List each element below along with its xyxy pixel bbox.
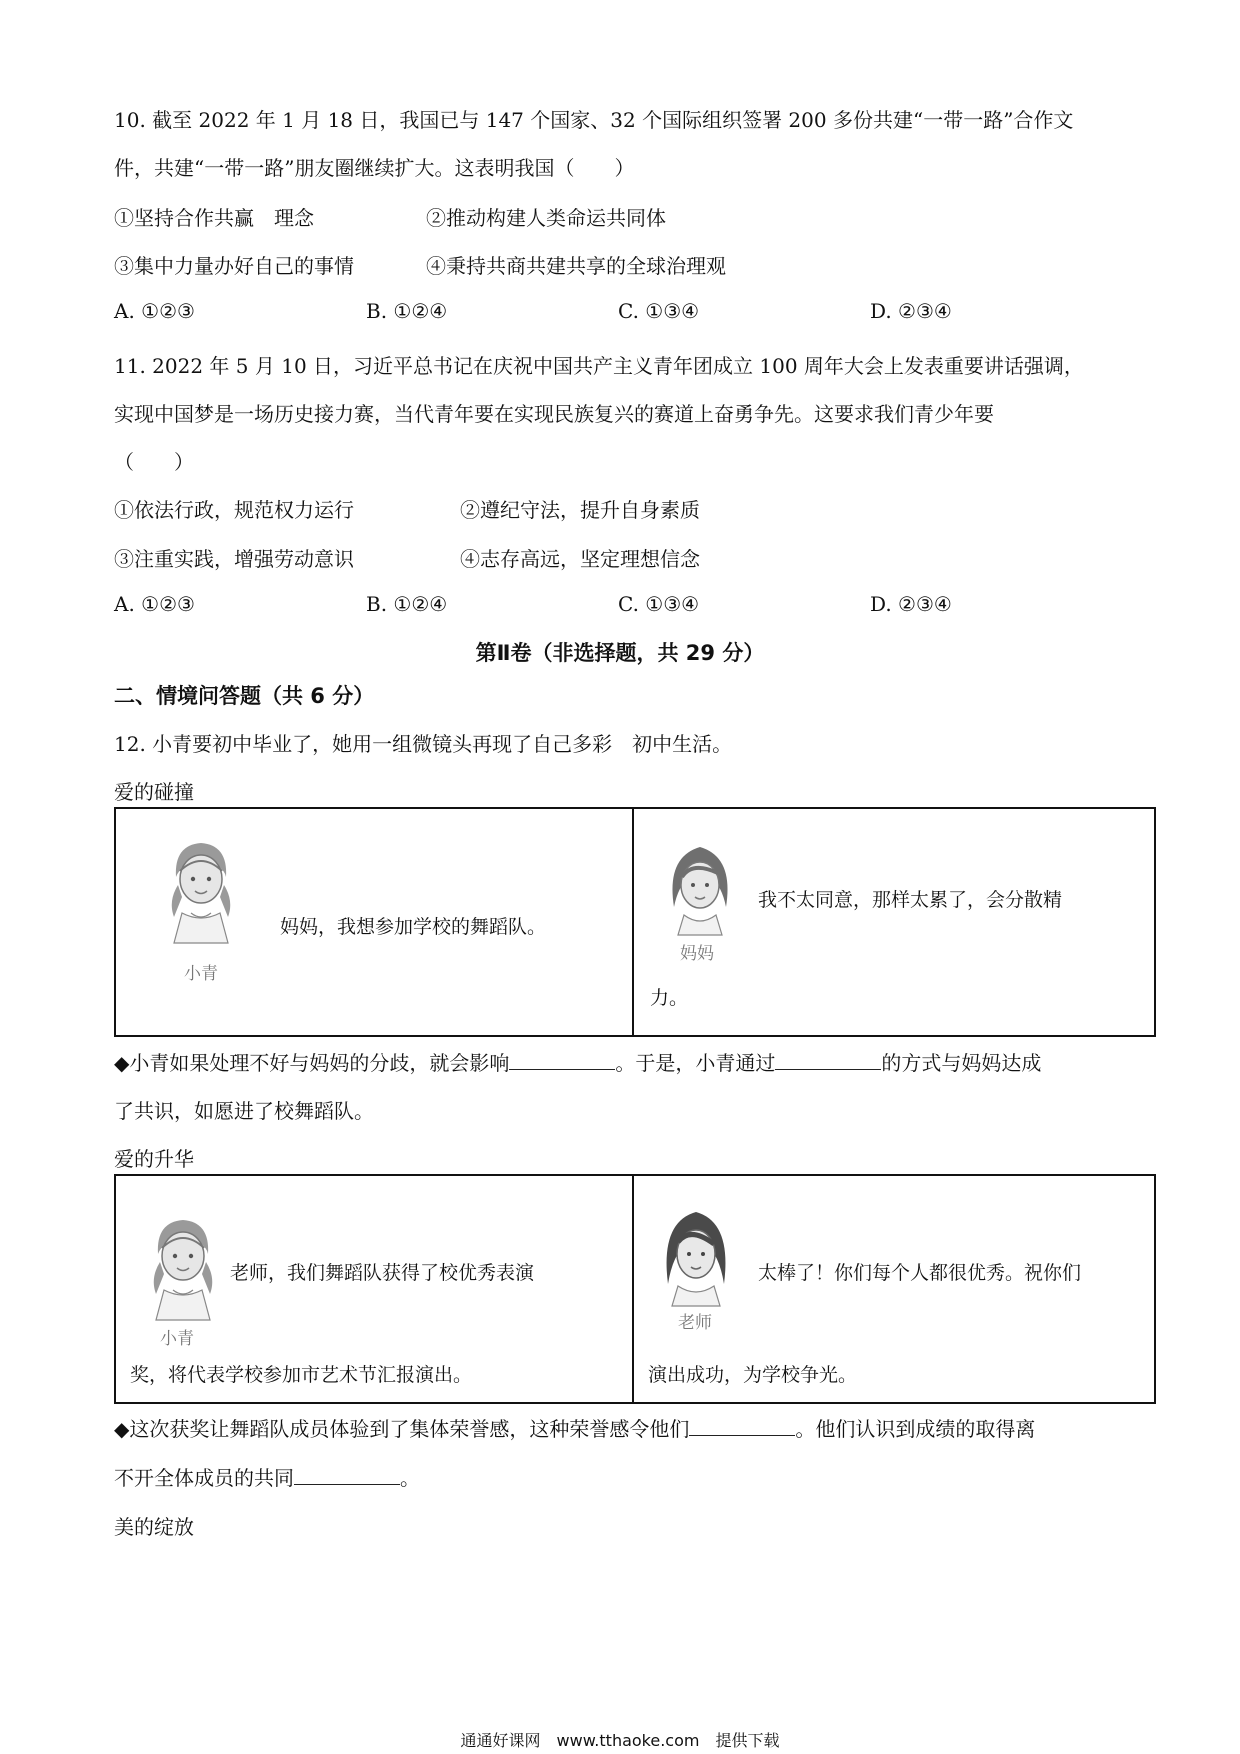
scene2-left-cell xyxy=(116,1176,634,1402)
q10-option-2: ②推动构建人类命运共同体 xyxy=(426,206,666,230)
q10-choices xyxy=(114,299,1154,329)
q11-choice-d[interactable]: D. ②③④ xyxy=(870,592,952,616)
q10-choice-b[interactable]: B. ①②④ xyxy=(366,299,448,323)
q11-choice-b[interactable]: B. ①②④ xyxy=(366,592,448,616)
q11-choice-a[interactable]: A. ①②③ xyxy=(114,592,195,616)
scene1-left-speaker: 小青 xyxy=(184,964,218,984)
scene2-blank-1[interactable] xyxy=(689,1417,795,1436)
q12-stem: 12. 小青要初中毕业了，她用一组微镜头再现了自己多彩 初中生活。 xyxy=(114,732,733,756)
scene2-question-line2-part2: 。 xyxy=(400,1466,420,1490)
q10-choice-c[interactable]: C. ①③④ xyxy=(618,299,700,323)
q10-option-3: ③集中力量办好自己的事情 xyxy=(114,254,354,278)
scene1-title: 爱的碰撞 xyxy=(114,780,194,804)
q10-stem-line2: 件，共建“一带一路”朋友圈继续扩大。这表明我国（ ） xyxy=(114,156,635,180)
scene1-question-line2: 了共识，如愿进了校舞蹈队。 xyxy=(114,1099,374,1123)
scene1-question-line1 xyxy=(114,1047,1041,1076)
q11-option-4: ④志存高远，坚定理想信念 xyxy=(460,547,700,571)
scene2-right-text-line2: 演出成功，为学校争光。 xyxy=(648,1364,858,1386)
q11-options-row2 xyxy=(114,543,1154,573)
scene2-question-part1: ◆这次获奖让舞蹈队成员体验到了集体荣誉感，这种荣誉感令他们 xyxy=(114,1417,690,1441)
scene1-right-speaker: 妈妈 xyxy=(680,944,714,964)
scene2-question-line2 xyxy=(114,1462,420,1491)
girl-avatar-icon xyxy=(140,1212,226,1322)
q11-choice-c[interactable]: C. ①③④ xyxy=(618,592,700,616)
scene1-right-text-line2: 力。 xyxy=(650,987,689,1009)
scene1-question-part2: 。于是，小青通过 xyxy=(615,1051,776,1075)
q11-option-1: ①依法行政，规范权力运行 xyxy=(114,498,354,522)
scene2-left-text-line1: 老师，我们舞蹈队获得了校优秀表演 xyxy=(230,1262,535,1284)
scene2-title: 爱的升华 xyxy=(114,1147,194,1171)
scene1-blank-1[interactable] xyxy=(509,1051,615,1070)
q11-choices xyxy=(114,592,1154,622)
q10-stem-line1: 10. 截至 2022 年 1 月 18 日，我国已与 147 个国家、32 个国际组织签署 200 多份共建“一带一路”合作文 xyxy=(114,108,1074,132)
scene1-right-cell xyxy=(634,809,1154,1035)
q11-option-3: ③注重实践，增强劳动意识 xyxy=(114,547,354,571)
q10-option-4: ④秉持共商共建共享的全球治理观 xyxy=(426,254,726,278)
woman-avatar-icon xyxy=(660,837,740,937)
scene1-blank-2[interactable] xyxy=(775,1051,881,1070)
scene1-question-part3: 的方式与妈妈达成 xyxy=(881,1051,1042,1075)
q10-choice-d[interactable]: D. ②③④ xyxy=(870,299,952,323)
q11-stem-line1: 11. 2022 年 5 月 10 日，习近平总书记在庆祝中国共产主义青年团成立 100 周年大会上发表重要讲话强调， xyxy=(114,354,1084,378)
girl-avatar-icon xyxy=(158,835,244,945)
scene1-dialogue-box xyxy=(114,807,1156,1037)
scene2-question-line2-part1: 不开全体成员的共同 xyxy=(114,1466,294,1490)
scene2-left-text-line2: 奖，将代表学校参加市艺术节汇报演出。 xyxy=(130,1364,473,1386)
scene2-right-text-line1: 太棒了！你们每个人都很优秀。祝你们 xyxy=(758,1262,1082,1284)
q11-option-2: ②遵纪守法，提升自身素质 xyxy=(460,498,700,522)
scene2-blank-2[interactable] xyxy=(294,1466,400,1485)
scene2-question-part2: 。他们认识到成绩的取得离 xyxy=(795,1417,1036,1441)
q11-stem-line2: 实现中国梦是一场历史接力赛，当代青年要在实现民族复兴的赛道上奋勇争先。这要求我们青少年要 xyxy=(114,402,994,426)
scene3-title: 美的绽放 xyxy=(114,1515,194,1539)
q10-options-row2 xyxy=(114,250,1154,280)
scene2-right-speaker: 老师 xyxy=(678,1313,712,1333)
section2-title: 二、情境问答题（共 6 分） xyxy=(114,684,375,708)
part2-title: 第Ⅱ卷（非选择题，共 29 分） xyxy=(475,641,765,665)
scene1-right-text-line1: 我不太同意，那样太累了，会分散精 xyxy=(758,889,1063,911)
scene1-left-cell xyxy=(116,809,634,1035)
q11-options-row1 xyxy=(114,494,1154,524)
q10-option-1: ①坚持合作共赢 理念 xyxy=(114,206,314,230)
scene2-dialogue-box xyxy=(114,1174,1156,1404)
q10-options-row1 xyxy=(114,202,1154,232)
footer-source: 通通好课网 www.tthaoke.com 提供下载 xyxy=(460,1731,780,1750)
teacher-avatar-icon xyxy=(656,1204,736,1308)
scene2-question-line1 xyxy=(114,1413,1035,1442)
scene2-left-speaker: 小青 xyxy=(160,1329,194,1349)
scene1-left-text: 妈妈，我想参加学校的舞蹈队。 xyxy=(280,916,547,938)
q10-choice-a[interactable]: A. ①②③ xyxy=(114,299,195,323)
q11-stem-line3: （ ） xyxy=(114,450,194,474)
scene1-question-part1: ◆小青如果处理不好与妈妈的分歧，就会影响 xyxy=(114,1051,510,1075)
scene2-right-cell xyxy=(634,1176,1154,1402)
